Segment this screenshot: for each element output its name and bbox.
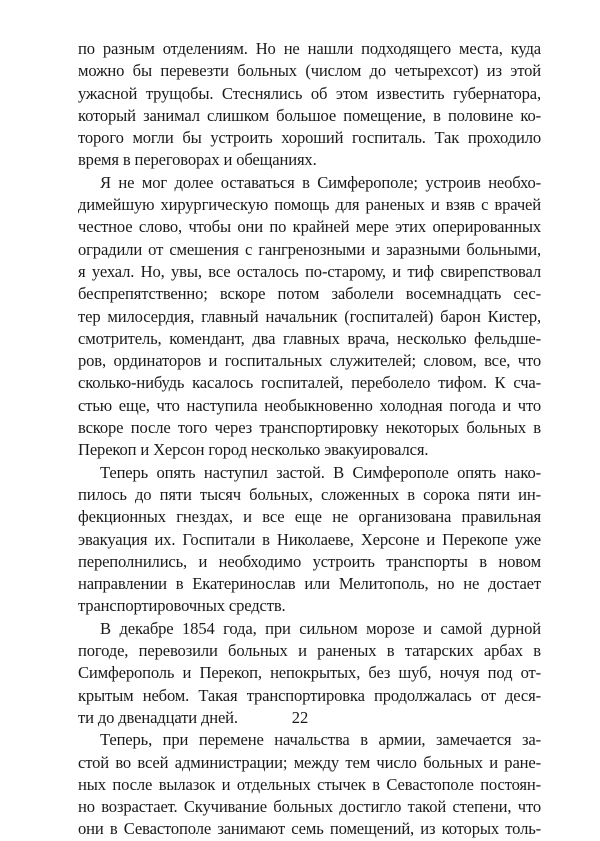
text-line: тер милосердия, главный начальник (госпиталей) барон Кистер, (78, 306, 541, 326)
text-line: беспрепятственно; вскоре потом заболели восемнадцать сес- (78, 284, 541, 304)
text-line: переполнились, и необходимо устроить транспорты в новом (78, 551, 541, 571)
text-line: пилось до пяти тысяч больных, сложенных в сорока пяти ин- (78, 484, 541, 504)
text-line: ров, ординаторов и госпитальных служителей; словом, все, что (78, 351, 541, 371)
text-line: ных после вылазок и отдельных стычек в Севастополе постоян- (78, 774, 541, 794)
text-line: но возрастает. Скучивание больных достигло такой степени, что (78, 797, 541, 817)
text-line: вскоре после того через транспортировку некоторых больных в (78, 418, 541, 438)
text-line: они в Севастополе занимают семь помещений, из которых толь- (78, 819, 541, 839)
text-line: погоде, перевозили больных и раненых в татарских арбах в (78, 641, 541, 661)
text-line: Симферополь и Перекоп, непокрытых, без шуб, ночуя под от- (78, 663, 541, 683)
text-line: стой во всей администрации; между тем число больных и ране- (78, 752, 541, 772)
text-line: сколько-нибудь касалось госпиталей, переболело тифом. К сча- (78, 373, 541, 393)
paragraph (78, 462, 541, 618)
text-line: Перекоп и Херсон город несколько эвакуировался. (78, 440, 429, 460)
page-number: 22 (291, 708, 309, 727)
text-line: направлении в Екатеринослав или Мелитополь, но не достает (78, 574, 541, 594)
text-line: транспортировочных средств. (78, 596, 286, 616)
text-line: торого могли бы устроить хороший госпиталь. Так проходило (78, 128, 541, 148)
text-line: Теперь опять наступил застой. В Симферополе опять нако- (100, 462, 541, 482)
text-line: время в переговорах и обещаниях. (78, 150, 317, 170)
text-line: крытым небом. Такая транспортировка продолжалась от деся- (78, 685, 541, 705)
text-line: Теперь, при перемене начальства в армии, замечается за- (100, 730, 541, 750)
text-line: эвакуация их. Госпитали в Николаеве, Херсоне и Перекопе уже (78, 529, 541, 549)
text-line: который занимал слишком большое помещение, в половине ко- (78, 105, 541, 125)
text-line: ужасной трущобы. Стеснялись об этом известить губернатора, (78, 83, 541, 103)
text-line: димейшую хирургическую помощь для раненых и взяв с врачей (78, 195, 541, 215)
text-line: В декабре 1854 года, при сильном морозе и самой дурной (100, 618, 541, 638)
text-line: я уехал. Но, увы, все осталось по-старому, и тиф свирепствовал (78, 261, 541, 281)
text-line: честное слово, чтобы они по крайней мере этих оперированных (78, 217, 541, 237)
paragraph (78, 38, 541, 172)
text-line: Я не мог долее оставаться в Симферополе; устроив необхо- (100, 172, 541, 192)
text-line: оградили от смешения с гангренозными и заразными больными, (78, 239, 541, 259)
text-line: стью еще, что наступила необыкновенно холодная погода и что (78, 395, 541, 415)
text-line: можно бы перевезти больных (числом до четырехсот) из этой (78, 61, 541, 81)
paragraph (78, 729, 541, 840)
text-line: фекционных гнездах, и все еще не организована правильная (78, 507, 541, 527)
text-line: по разным отделениям. Но не нашли подходящего места, куда (78, 39, 541, 58)
text-line: смотритель, комендант, два главных врача, несколько фельдше- (78, 328, 541, 348)
paragraph (78, 172, 541, 462)
text-line: ти до двенадцати дней. (78, 707, 238, 727)
